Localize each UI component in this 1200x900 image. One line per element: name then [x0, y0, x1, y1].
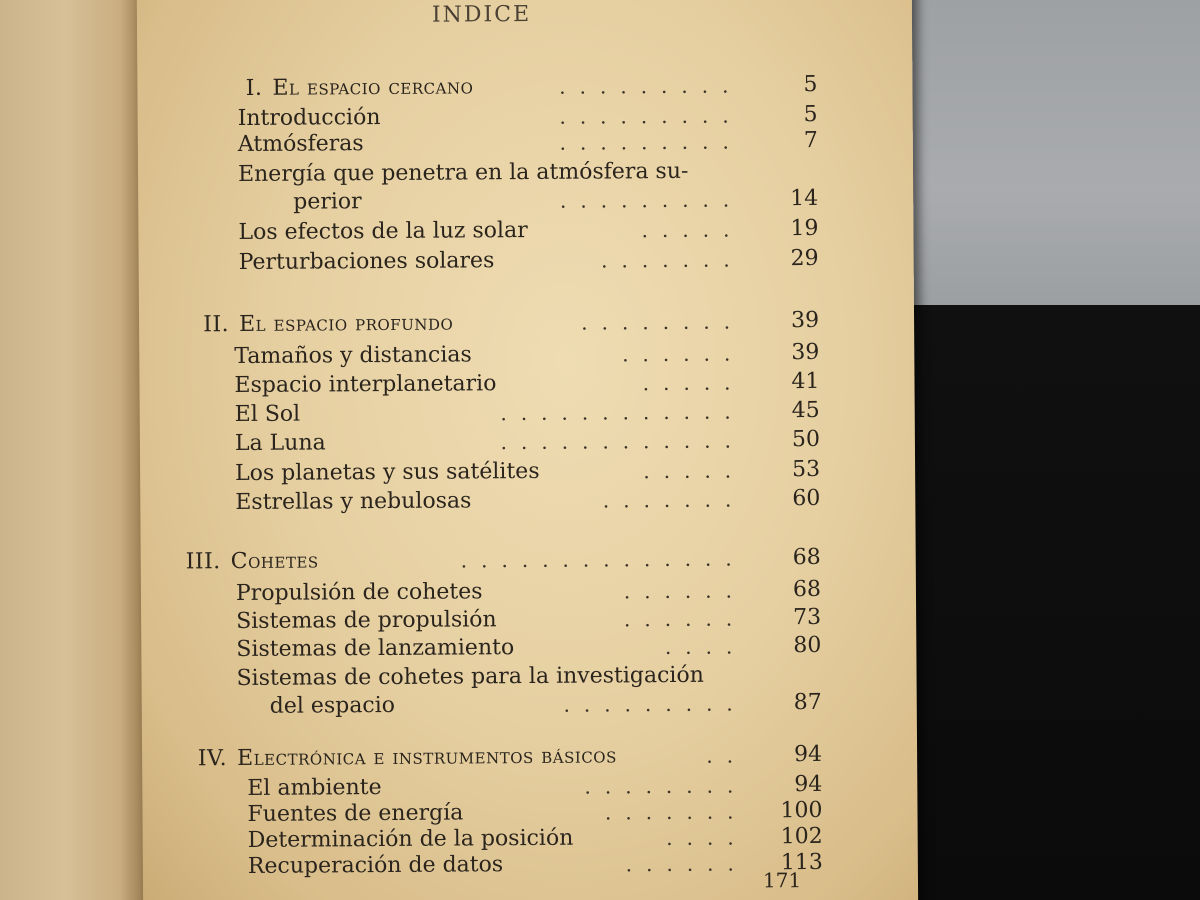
leader-dots: .........: [559, 73, 743, 99]
entry-label: El ambiente: [247, 775, 382, 801]
leader-dots: ........: [584, 773, 748, 799]
entry-page: 39: [791, 339, 820, 366]
entry-label: Sistemas de propulsión: [236, 607, 497, 635]
background-dark-surface: [880, 305, 1200, 900]
chapter-4-page: 94: [794, 741, 823, 768]
leader-dots: ......: [623, 606, 747, 632]
entry-label: del espacio: [269, 692, 396, 719]
chapter-1-row: [137, 70, 817, 105]
leader-dots: .........: [559, 187, 744, 213]
toc-entry-energia-line2: [138, 184, 818, 219]
entry-label: Espacio interplanetario: [234, 371, 497, 399]
chapter-4-title-line: [177, 741, 617, 774]
chapter-4-numeral: IV.: [197, 746, 228, 772]
leader-dots: ....: [666, 825, 748, 851]
entry-page: 80: [793, 632, 822, 659]
chapter-4-row: [142, 740, 822, 775]
book-page: [137, 0, 918, 900]
leader-dots: .........: [559, 129, 743, 155]
entry-page: 87: [793, 689, 822, 716]
entry-label: Determinación de la posición: [247, 825, 574, 853]
leader-dots: ......: [622, 341, 745, 367]
entry-label: Fuentes de energía: [247, 800, 464, 827]
entry-page: 68: [792, 576, 822, 603]
entry-label: La Luna: [234, 430, 326, 457]
entry-page: 14: [790, 185, 819, 212]
entry-page: 73: [793, 604, 822, 631]
toc-entry-recuperacion-datos: [143, 848, 823, 883]
entry-label: Atmósferas: [237, 131, 364, 158]
leader-dots: .......: [604, 799, 748, 825]
entry-page: 100: [780, 797, 823, 824]
entry-label: Energía que penetra en la atmósfera su-: [237, 158, 689, 188]
entry-label: Perturbaciones solares: [238, 248, 495, 276]
entry-page: 29: [790, 245, 819, 272]
leader-dots: .....: [642, 370, 745, 396]
entry-label: Los planetas y sus satélites: [235, 458, 540, 487]
entry-page: 102: [780, 823, 823, 850]
entry-label: El Sol: [234, 401, 301, 428]
entry-label: Tamaños y distancias: [234, 342, 472, 370]
table-of-contents: [137, 0, 918, 900]
chapter-4-title: Electrónica e instrumentos básicos: [237, 743, 617, 772]
leader-dots: .....: [641, 217, 744, 243]
entry-label: Estrellas y nebulosas: [235, 488, 472, 516]
entry-label: Recuperación de datos: [247, 852, 504, 879]
entry-page: 50: [791, 426, 820, 453]
chapter-2-title-line: [179, 309, 453, 341]
leader-dots: ......: [625, 851, 748, 877]
toc-entry-efectos-luz-solar: [138, 214, 818, 249]
entry-page: 113: [780, 849, 823, 876]
toc-entry-perturbaciones: [139, 244, 819, 279]
leader-dots: .........: [563, 691, 747, 717]
entry-label: Sistemas de cohetes para la investigación: [236, 662, 704, 692]
leader-dots: .........: [559, 103, 743, 129]
entry-page: 41: [791, 368, 820, 395]
chapter-3-title: Cohetes: [230, 548, 319, 575]
entry-page: 45: [791, 397, 820, 424]
entry-page: 53: [792, 456, 821, 483]
background-grey-paper: [900, 0, 1200, 315]
entry-page: 60: [792, 485, 821, 512]
chapter-3-title-line: [171, 546, 319, 577]
chapter-1-page: 5: [803, 71, 818, 98]
entry-page: 94: [794, 771, 823, 798]
leader-dots: ......: [623, 578, 747, 604]
toc-entry-sistemas-cohetes-line2: [142, 688, 822, 723]
chapter-1-numeral: I.: [245, 75, 263, 101]
toc-entry-la-luna: [140, 425, 820, 460]
chapter-3-row: [141, 543, 821, 578]
leader-dots: ............: [500, 399, 745, 426]
entry-label: Los efectos de la luz solar: [238, 217, 528, 246]
entry-label: Introducción: [237, 105, 381, 132]
entry-label: Sistemas de lanzamiento: [236, 635, 515, 663]
chapter-2-title: El espacio profundo: [238, 310, 454, 338]
page-number-footer: 171: [762, 868, 802, 893]
entry-page: 19: [790, 215, 819, 242]
chapter-3-page: 68: [792, 544, 821, 571]
chapter-1-title: El espacio cercano: [272, 74, 474, 101]
toc-entry-estrellas: [140, 484, 820, 519]
chapter-2-numeral: II.: [203, 312, 230, 338]
chapter-3-numeral: III.: [185, 549, 221, 575]
entry-page: 5: [803, 101, 818, 128]
entry-label: perior: [293, 189, 362, 215]
chapter-2-row: [139, 306, 819, 341]
toc-entry-atmosferas: [138, 126, 818, 161]
entry-page: 7: [803, 127, 818, 154]
chapter-1-title-line: [212, 72, 473, 104]
chapter-2-page: 39: [790, 307, 820, 334]
leader-dots: ....: [664, 634, 747, 660]
leader-dots: .....: [643, 458, 746, 484]
entry-label: Propulsión de cohetes: [235, 579, 483, 607]
leader-dots: .......: [602, 487, 746, 513]
leader-dots: ..: [706, 743, 748, 768]
toc-heading: INDICE: [431, 1, 532, 28]
leader-dots: .......: [601, 247, 744, 273]
leader-dots: ..............: [460, 546, 746, 573]
leader-dots: ............: [500, 428, 745, 455]
leader-dots: ........: [581, 309, 745, 335]
